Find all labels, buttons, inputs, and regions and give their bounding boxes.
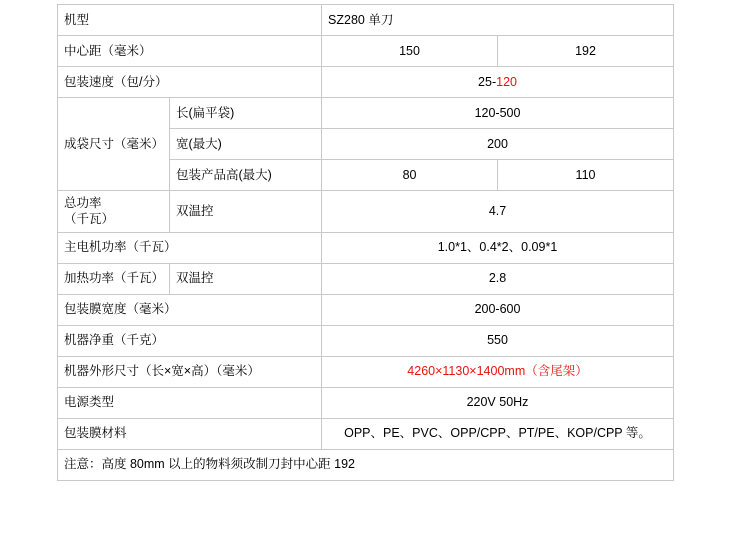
overall-dimensions-highlight: 4260×1130×1400 <box>407 364 505 379</box>
sub-label-product-height: 包装产品高(最大) <box>170 160 322 191</box>
packing-speed-highlight: 120 <box>496 74 517 89</box>
table-row-note <box>58 449 674 480</box>
row-value-center-distance-150: 150 <box>322 36 498 67</box>
row-value-heating-power: 2.8 <box>322 263 674 294</box>
row-label-total-power <box>58 191 170 233</box>
row-value-film-material: OPP、PE、PVC、OPP/CPP、PT/PE、KOP/CPP 等。 <box>322 418 674 449</box>
row-label-heating-power: 加热功率（千瓦） <box>58 263 170 294</box>
packing-speed-plain: 25- <box>478 74 497 89</box>
row-value-model: SZ280 单刀 <box>322 5 674 36</box>
overall-dimensions-plain: mm（含尾架） <box>504 364 588 379</box>
row-value-main-motor-power: 1.0*1、0.4*2、0.09*1 <box>322 232 674 263</box>
row-value-bag-length: 120-500 <box>322 98 674 129</box>
table-row <box>58 263 674 294</box>
row-label-packing-speed: 包装速度（包/分） <box>58 67 322 98</box>
row-value-bag-width: 200 <box>322 129 674 160</box>
row-label-main-motor-power: 主电机功率（千瓦） <box>58 232 322 263</box>
row-label-net-weight: 机器净重（千克） <box>58 325 322 356</box>
row-value-center-distance-192: 192 <box>498 36 674 67</box>
row-value-power-supply: 220V 50Hz <box>322 387 674 418</box>
table-row <box>58 191 674 233</box>
row-label-power-supply: 电源类型 <box>58 387 322 418</box>
row-value-film-width: 200-600 <box>322 294 674 325</box>
table-row <box>58 5 674 36</box>
row-label-model: 机型 <box>58 5 322 36</box>
table-row <box>58 325 674 356</box>
table-row <box>58 294 674 325</box>
row-value-packing-speed <box>322 67 674 98</box>
table-row <box>58 36 674 67</box>
sub-label-total-power-dual-temp: 双温控 <box>170 191 322 233</box>
table-row <box>58 98 674 129</box>
table-row <box>58 356 674 387</box>
row-value-overall-dimensions <box>322 356 674 387</box>
row-label-center-distance: 中心距（毫米） <box>58 36 322 67</box>
table-row <box>58 418 674 449</box>
row-value-product-height-110: 110 <box>498 160 674 191</box>
row-value-total-power: 4.7 <box>322 191 674 233</box>
row-label-overall-dimensions: 机器外形尺寸（长×宽×高）（毫米） <box>58 356 322 387</box>
table-row <box>58 67 674 98</box>
table-row <box>58 232 674 263</box>
row-label-bag-size: 成袋尺寸（毫米） <box>58 98 170 191</box>
sub-label-bag-width: 宽(最大) <box>170 129 322 160</box>
total-power-line2: （千瓦） <box>64 212 115 227</box>
row-label-film-width: 包装膜宽度（毫米） <box>58 294 322 325</box>
table-note: 注意：高度 80mm 以上的物料须改制刀封中心距 192 <box>58 449 674 480</box>
row-value-net-weight: 550 <box>322 325 674 356</box>
row-label-film-material: 包装膜材料 <box>58 418 322 449</box>
sub-label-heating-power-dual-temp: 双温控 <box>170 263 322 294</box>
machine-spec-table <box>57 4 674 481</box>
sub-label-bag-length: 长(扁平袋) <box>170 98 322 129</box>
row-value-product-height-80: 80 <box>322 160 498 191</box>
table-row <box>58 387 674 418</box>
total-power-line1: 总功率 <box>64 196 102 210</box>
